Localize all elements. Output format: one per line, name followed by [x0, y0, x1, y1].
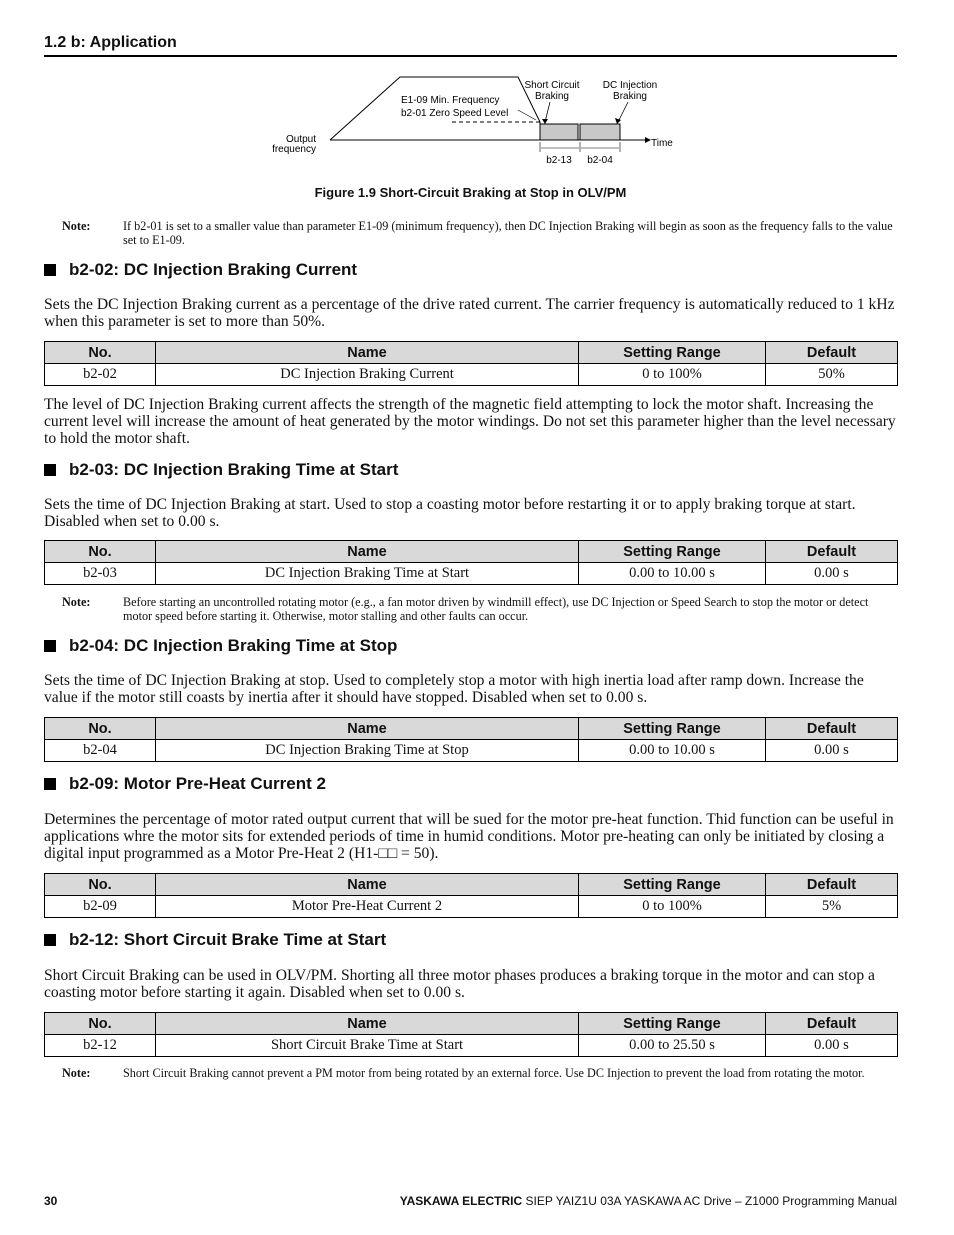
header-rule [44, 55, 897, 57]
table-header-row [45, 541, 898, 563]
square-bullet-icon [44, 464, 56, 476]
square-bullet-icon [44, 640, 56, 652]
para-b2-04: Sets the time of DC Injection Braking at stop. Used to completely stop a motor with high inertia load after ramp down. Increase the value if the motor still coasts by inertia after it should have stopped. Disabled when set to 0.00 s. [44, 672, 864, 706]
cell-default: 50% [766, 364, 898, 386]
col-name: Name [156, 342, 579, 364]
cell-name: Motor Pre-Heat Current 2 [156, 896, 579, 918]
cell-name: DC Injection Braking Current [156, 364, 579, 386]
col-name: Name [156, 1013, 579, 1035]
page-number: 30 [44, 1194, 58, 1208]
cell-range: 0.00 to 10.00 s [579, 563, 766, 585]
footer-doc-title: SIEP YAIZ1U 03A YASKAWA AC Drive – Z1000 Programming Manual [522, 1194, 897, 1208]
heading-text: b2-04: DC Injection Braking Time at Stop [69, 636, 398, 655]
footer-doc [400, 1194, 897, 1208]
scb-label-line1: Short Circuit [524, 80, 580, 91]
cell-range: 0.00 to 10.00 s [579, 740, 766, 762]
cell-default: 0.00 s [766, 563, 898, 585]
cell-range: 0 to 100% [579, 896, 766, 918]
col-range: Setting Range [579, 1013, 766, 1035]
table-row [45, 364, 898, 386]
table-b2-12 [44, 1012, 898, 1057]
cell-range: 0.00 to 25.50 s [579, 1035, 766, 1057]
table-b2-04 [44, 717, 898, 762]
heading-b2-12 [44, 930, 386, 950]
col-name: Name [156, 541, 579, 563]
cell-range: 0 to 100% [579, 364, 766, 386]
para-b2-12: Short Circuit Braking can be used in OLV/PM. Shorting all three motor phases produces a braking torque in the motor and can stop a coasting motor before starting it again. Disabled when set to 0.00 s. [44, 967, 875, 1001]
cell-no: b2-02 [45, 364, 156, 386]
col-default: Default [766, 1013, 898, 1035]
table-header-row [45, 1013, 898, 1035]
heading-text: b2-03: DC Injection Braking Time at Start [69, 460, 399, 479]
e109-label: E1-09 Min. Frequency [401, 95, 500, 106]
col-range: Setting Range [579, 718, 766, 740]
col-name: Name [156, 874, 579, 896]
table-header-row [45, 874, 898, 896]
table-b2-03 [44, 540, 898, 585]
heading-b2-04 [44, 636, 397, 656]
col-range: Setting Range [579, 541, 766, 563]
note-label: Note: [62, 219, 91, 233]
heading-text: b2-09: Motor Pre-Heat Current 2 [69, 774, 326, 793]
square-bullet-icon [44, 934, 56, 946]
heading-text: b2-02: DC Injection Braking Current [69, 260, 358, 279]
col-default: Default [766, 718, 898, 740]
heading-b2-09 [44, 774, 326, 794]
col-no: No. [45, 541, 156, 563]
para-b2-09: Determines the percentage of motor rated output current that will be sued for the motor pre-heat function. Thid function can be useful in applications whre the motor sits for extended periods of time in humid conditions. Motor pre-heating can only be initiated by closing a digital input programmed as a Motor Pre-Heat 2 (H1-□□ = 50). [44, 811, 894, 862]
note-label: Note: [62, 595, 91, 609]
note-b2-12 [62, 1066, 897, 1080]
cell-no: b2-04 [45, 740, 156, 762]
table-row [45, 896, 898, 918]
cell-no: b2-12 [45, 1035, 156, 1057]
col-name: Name [156, 718, 579, 740]
table-row [45, 1035, 898, 1057]
output-label-line1: Output [285, 134, 316, 145]
table-b2-02 [44, 341, 898, 386]
cell-no: b2-09 [45, 896, 156, 918]
short-circuit-braking-box [540, 124, 578, 140]
table-row [45, 563, 898, 585]
note-text: If b2-01 is set to a smaller value than parameter E1-09 (minimum frequency), then DC Injection Braking will begin as soon as the frequency falls to the value set to E1-09. [123, 219, 893, 247]
figure-caption: Figure 1.9 Short-Circuit Braking at Stop in OLV/PM [314, 185, 627, 200]
cell-default: 5% [766, 896, 898, 918]
para-b2-02-after: The level of DC Injection Braking current affects the strength of the magnetic field attempting to lock the motor shaft. Increasing the current level will increase the amount of heat generated by the motor windings. Do not set this parameter higher than the level necessary to hold the motor shaft. [44, 396, 896, 447]
heading-b2-03 [44, 460, 398, 480]
col-range: Setting Range [579, 874, 766, 896]
cell-default: 0.00 s [766, 740, 898, 762]
col-no: No. [45, 342, 156, 364]
col-default: Default [766, 874, 898, 896]
cell-default: 0.00 s [766, 1035, 898, 1057]
scb-label-line2: Braking [535, 91, 569, 102]
table-row [45, 740, 898, 762]
section-header: 1.2 b: Application [44, 34, 177, 51]
footer-brand: YASKAWA ELECTRIC [399, 1194, 523, 1208]
dcb-pointer [618, 102, 628, 122]
col-default: Default [766, 541, 898, 563]
square-bullet-icon [44, 264, 56, 276]
time-label: Time [651, 138, 673, 149]
b213-label: b2-13 [546, 155, 572, 166]
table-header-row [45, 718, 898, 740]
note-b2-03 [62, 595, 897, 623]
para-b2-02: Sets the DC Injection Braking current as a percentage of the drive rated current. The carrier frequency is automatically reduced to 1 kHz when this parameter is set to more than 50%. [44, 296, 895, 330]
square-bullet-icon [44, 778, 56, 790]
output-label-line2: frequency [272, 144, 316, 155]
col-no: No. [45, 1013, 156, 1035]
cell-no: b2-03 [45, 563, 156, 585]
e109-leader [518, 110, 536, 120]
col-default: Default [766, 342, 898, 364]
heading-b2-02 [44, 260, 357, 280]
dcb-label-line2: Braking [613, 91, 647, 102]
note-label: Note: [62, 1066, 91, 1080]
braking-diagram [260, 72, 690, 172]
dc-injection-braking-box [580, 124, 620, 140]
b201-label: b2-01 Zero Speed Level [401, 108, 509, 119]
b204-label: b2-04 [587, 155, 613, 166]
note-text: Before starting an uncontrolled rotating motor (e.g., a fan motor driven by windmill effect), use DC Injection or Speed Search to stop the motor or detect motor speed before starting it. Otherwise, motor stalling and other faults can occur. [123, 595, 869, 623]
col-no: No. [45, 718, 156, 740]
note-1 [62, 219, 897, 247]
dcb-label-line1: DC Injection [602, 80, 658, 91]
note-text: Short Circuit Braking cannot prevent a PM motor from being rotated by an external force. Use DC Injection to prevent the load from rotating the motor. [123, 1066, 865, 1080]
col-range: Setting Range [579, 342, 766, 364]
table-b2-09 [44, 873, 898, 918]
cell-name: DC Injection Braking Time at Start [156, 563, 579, 585]
col-no: No. [45, 874, 156, 896]
para-b2-03: Sets the time of DC Injection Braking at start. Used to stop a coasting motor before restarting it or to apply braking torque at start. Disabled when set to 0.00 s. [44, 496, 856, 530]
cell-name: DC Injection Braking Time at Stop [156, 740, 579, 762]
table-header-row [45, 342, 898, 364]
heading-text: b2-12: Short Circuit Brake Time at Start [69, 930, 387, 949]
cell-name: Short Circuit Brake Time at Start [156, 1035, 579, 1057]
